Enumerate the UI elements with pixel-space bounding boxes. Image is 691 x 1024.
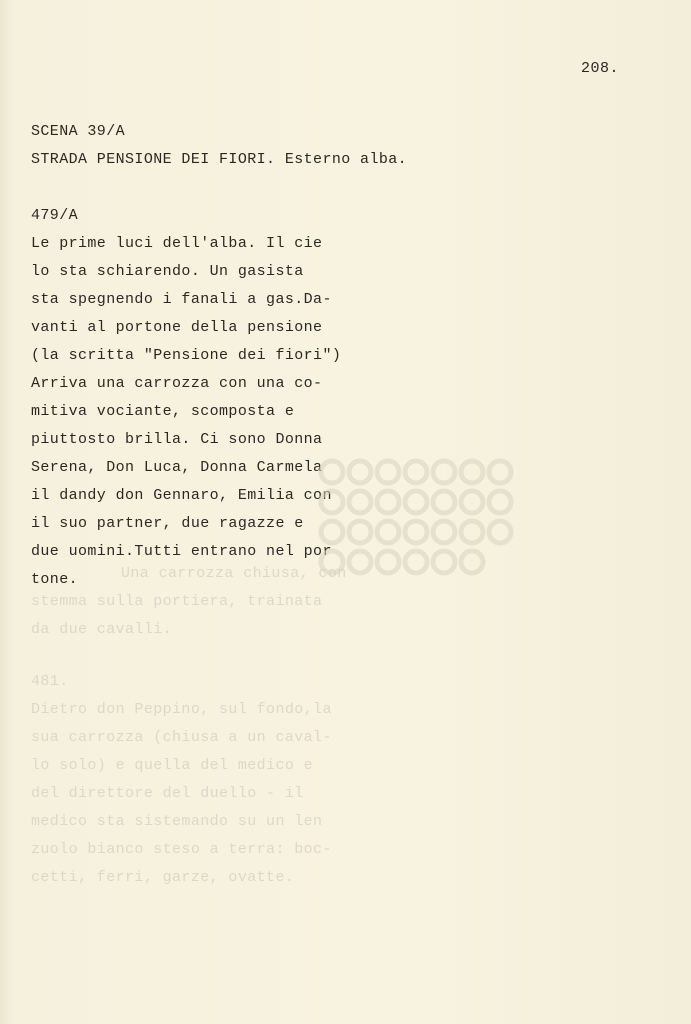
shot-line: vanti al portone della pensione — [31, 319, 323, 336]
shot-description — [31, 230, 341, 594]
shot-line: (la scritta "Pensione dei fiori") — [31, 347, 342, 364]
shot-line: sta spegnendo i fanali a gas.Da- — [31, 291, 332, 308]
shot-line: tone. — [31, 571, 79, 588]
show-through-line: da due cavalli. — [31, 621, 173, 638]
show-through-line: stemma sulla portiera, trainata — [31, 593, 323, 610]
page-number: 208. — [580, 60, 619, 77]
shot-line: due uomini.Tutti entrano nel por — [31, 543, 332, 560]
show-through-number: 481. — [31, 673, 69, 690]
shot-line: il suo partner, due ragazze e — [31, 515, 304, 532]
shot-line: Serena, Don Luca, Donna Carmela — [31, 459, 323, 476]
show-through-line: lo solo) e quella del medico e — [31, 757, 314, 774]
show-through-line: zuolo bianco steso a terra: boc- — [31, 841, 332, 858]
shot-line: mitiva vociante, scomposta e — [31, 403, 295, 420]
scene-heading: STRADA PENSIONE DEI FIORI. Esterno alba. — [31, 151, 408, 168]
scene-header — [31, 118, 407, 174]
shot-line: piuttosto brilla. Ci sono Donna — [31, 431, 323, 448]
show-through-line: del direttore del duello - il — [31, 785, 304, 802]
show-through-text — [31, 560, 347, 892]
show-through-line: medico sta sistemando su un len — [31, 813, 323, 830]
shot-line: Arriva una carrozza con una co- — [31, 375, 323, 392]
scene-number: SCENA 39/A — [31, 123, 126, 140]
shot-block — [31, 202, 341, 594]
show-through-line: cetti, ferri, garze, ovatte. — [31, 869, 295, 886]
shot-line: lo sta schiarendo. Un gasista — [31, 263, 304, 280]
show-through-line: sua carrozza (chiusa a un caval- — [31, 729, 332, 746]
shot-number: 479/A — [31, 207, 79, 224]
show-through-line: Una carrozza chiusa, con — [121, 565, 347, 582]
shot-line: il dandy don Gennaro, Emilia con — [31, 487, 332, 504]
shot-line: Le prime luci dell'alba. Il cie — [31, 235, 323, 252]
show-through-line: Dietro don Peppino, sul fondo,la — [31, 701, 332, 718]
